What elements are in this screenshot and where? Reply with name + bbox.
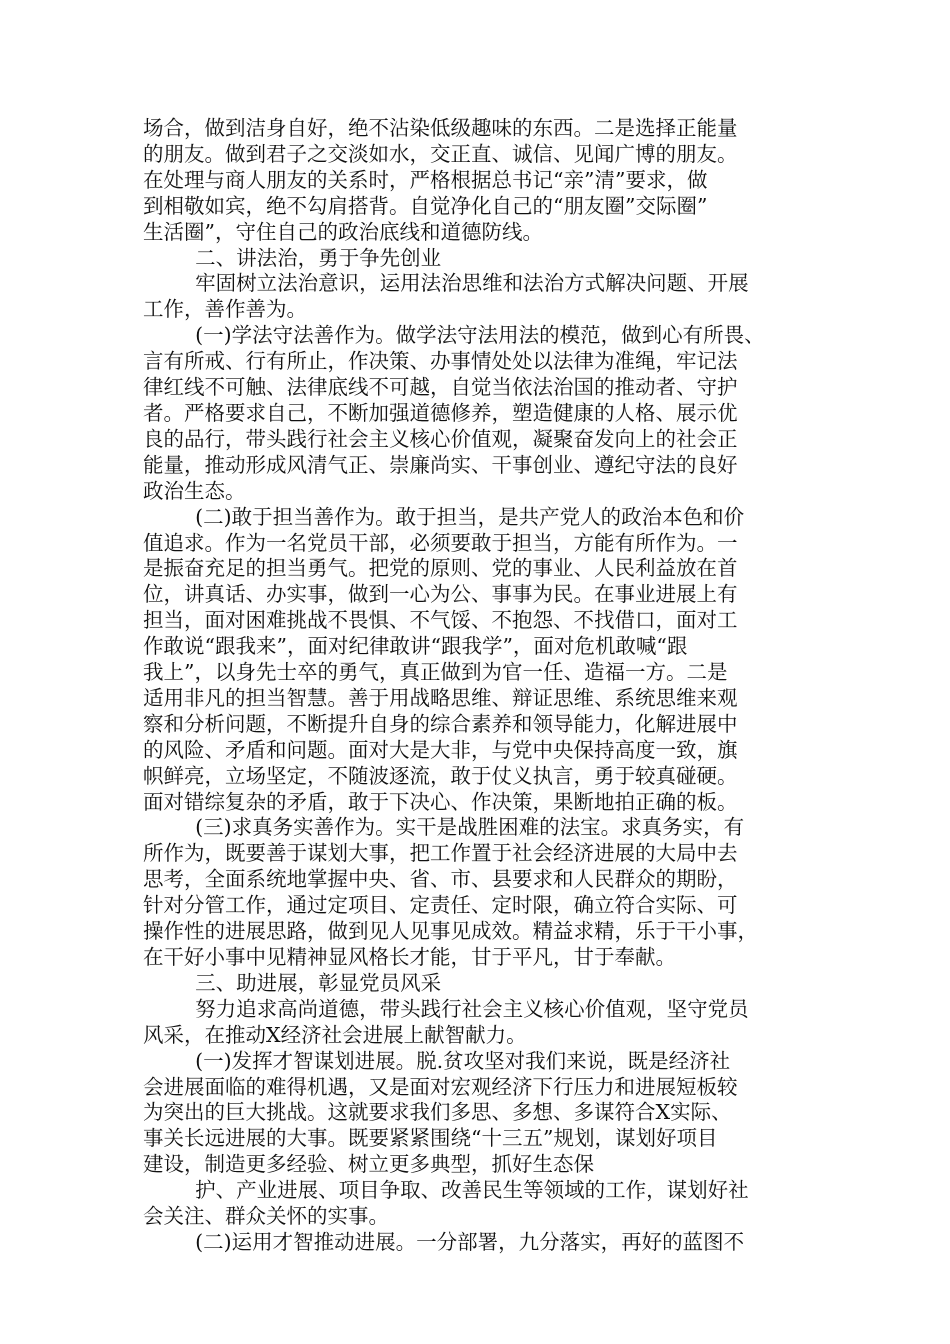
text-line: 到相敬如宾，绝不勾肩搭背。自觉净化自己的“朋友圈”交际圈” — [143, 193, 708, 218]
text-line: 担当，面对困难挑战不畏惧、不气馁、不抱怨、不找借口，面对工 — [143, 608, 738, 633]
text-line: 风采，在推动X经济社会进展上献智献力。 — [143, 1022, 527, 1047]
text-line: (二)敢于担当善作为。敢于担当，是共产党人的政治本色和价 — [143, 504, 745, 529]
text-line: 察和分析问题，不断提升自身的综合素养和领导能力，化解进展中 — [143, 711, 738, 736]
text-line: 值追求。作为一名党员干部，必须要敢于担当，方能有所作为。一 — [143, 530, 738, 555]
text-line: 二、讲法治，勇于争先创业 — [143, 245, 442, 270]
document-body — [143, 116, 825, 1256]
text-line: 是振奋充足的担当勇气。把党的原则、党的事业、人民利益放在首 — [143, 556, 738, 581]
text-line: 牢固树立法治意识，运用法治思维和法治方式解决问题、开展 — [143, 271, 749, 296]
text-line: 适用非凡的担当智慧。善于用战略思维、辩证思维、系统思维来观 — [143, 685, 738, 710]
text-line: 的风险、矛盾和问题。面对大是大非，与党中央保持高度一致，旗 — [143, 737, 738, 762]
text-line: 律红线不可触、法律底线不可越，自觉当依法治国的推动者、守护 — [143, 375, 738, 400]
text-line: 思考，全面系统地掌握中央、省、市、县要求和人民群众的期盼， — [143, 867, 738, 892]
text-line: (二)运用才智推动进展。一分部署，九分落实，再好的蓝图不 — [143, 1229, 745, 1254]
text-line: 在处理与商人朋友的关系时，严格根据总书记“亲”清”要求，做 — [143, 167, 708, 192]
text-line: 事关长远进展的大事。既要紧紧围绕“十三五”规划，谋划好项目 — [143, 1126, 718, 1151]
text-line: 作敢说“跟我来”，面对纪律敢讲“跟我学”，面对危机敢喊“跟 — [143, 634, 688, 659]
text-line: 为突出的巨大挑战。这就要求我们多思、多想、多谋符合X实际、 — [143, 1100, 732, 1125]
text-line: 工作，善作善为。 — [143, 297, 307, 322]
text-line: 三、助进展，彰显党员风采 — [143, 970, 442, 995]
text-line: 建设，制造更多经验、树立更多典型，抓好生态保 — [143, 1152, 594, 1177]
text-line: 言有所戒、行有所止，作决策、办事情处处以法律为准绳，牢记法 — [143, 349, 738, 374]
text-line: 的朋友。做到君子之交淡如水，交正直、诚信、见闻广博的朋友。 — [143, 141, 738, 166]
text-line: 帜鲜亮，立场坚定，不随波逐流，敢于仗义执言，勇于较真碰硬。 — [143, 763, 738, 788]
text-line: 面对错综复杂的矛盾，敢于下决心、作决策，果断地拍正确的板。 — [143, 789, 738, 814]
text-line: 政治生态。 — [143, 478, 246, 503]
text-line: 针对分管工作，通过定项目、定责任、定时限，确立符合实际、可 — [143, 893, 738, 918]
text-line: (一)学法守法善作为。做学法守法用法的模范，做到心有所畏、 — [143, 323, 765, 348]
text-line: 良的品行，带头践行社会主义核心价值观，凝聚奋发向上的社会正 — [143, 426, 738, 451]
text-line: 会关注、群众关怀的实事。 — [143, 1204, 389, 1229]
text-line: (三)求真务实善作为。实干是战胜困难的法宝。求真务实，有 — [143, 815, 745, 840]
text-line: 所作为，既要善于谋划大事，把工作置于社会经济进展的大局中去 — [143, 841, 738, 866]
text-line: 场合，做到洁身自好，绝不沾染低级趣味的东西。二是选择正能量 — [143, 116, 738, 140]
text-line: 在干好小事中见精神显风格长才能，甘于平凡，甘于奉献。 — [143, 945, 676, 969]
text-line: 位，讲真话、办实事，做到一心为公、事事为民。在事业进展上有 — [143, 582, 738, 607]
text-line: 会进展面临的难得机遇，又是面对宏观经济下行压力和进展短板较 — [143, 1074, 738, 1099]
text-line: 操作性的进展思路，做到见人见事见成效。精益求精，乐于干小事， — [143, 919, 758, 944]
text-line: 我上”，以身先士卒的勇气，真正做到为官一任、造福一方。二是 — [143, 660, 728, 685]
text-line: 努力追求高尚道德，带头践行社会主义核心价值观，坚守党员 — [143, 996, 749, 1021]
text-line: 者。严格要求自己，不断加强道德修养，塑造健康的人格、展示优 — [143, 400, 738, 425]
text-line: 护、产业进展、项目争取、改善民生等领域的工作，谋划好社 — [143, 1178, 749, 1203]
text-line: 能量，推动形成风清气正、崇廉尚实、干事创业、遵纪守法的良好 — [143, 452, 738, 477]
text-line: 生活圈”，守住自己的政治底线和道德防线。 — [143, 219, 543, 244]
text-line: (一)发挥才智谋划进展。脱.贫攻坚对我们来说，既是经济社 — [143, 1048, 731, 1073]
